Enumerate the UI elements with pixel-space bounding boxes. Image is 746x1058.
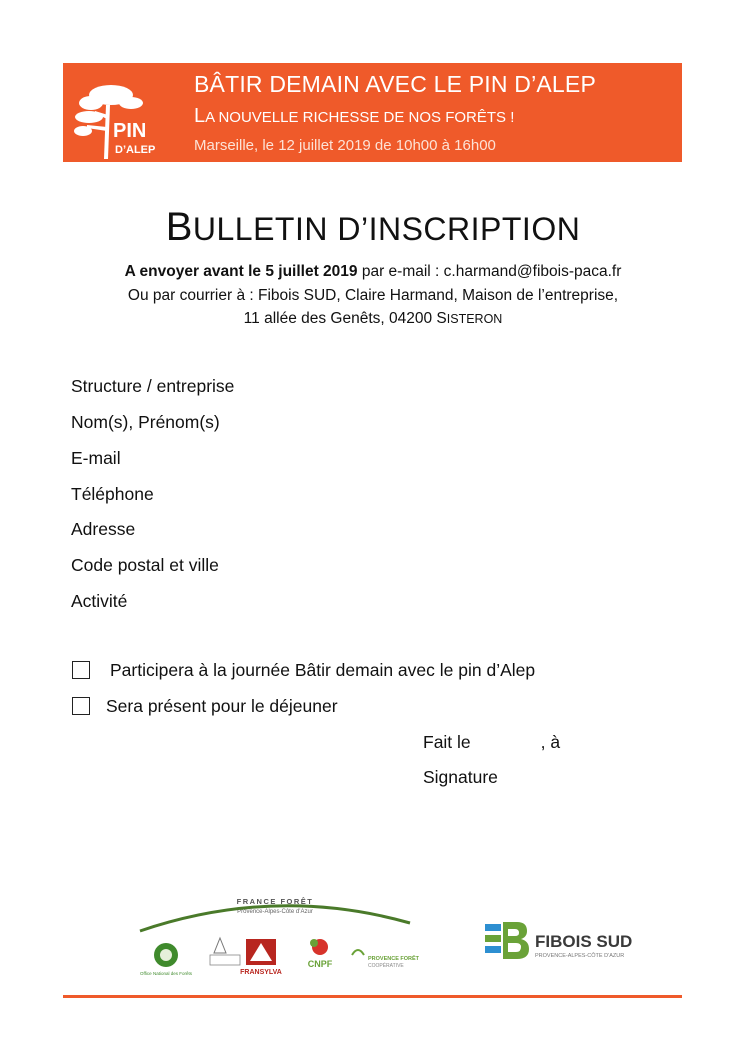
communes-logo	[214, 938, 226, 953]
logo-dalep-text: D’ALEP	[115, 144, 156, 156]
field-address: Adresse	[71, 519, 136, 539]
signature-label: Signature	[423, 767, 498, 787]
banner-subtitle	[194, 105, 514, 128]
banner-date: Marseille, le 12 juillet 2019 de 10h00 à 16h00	[194, 137, 496, 154]
done-at-comma: , à	[540, 732, 561, 752]
send-deadline: A envoyer avant le 5 juillet 2019	[124, 263, 358, 280]
checkbox-participation-label: Participera à la journée Bâtir demain avec le pin d’Alep	[110, 660, 536, 680]
form-title	[0, 205, 746, 250]
partners-logos	[138, 893, 420, 983]
mail-address	[0, 310, 746, 328]
provence-foret-logo	[352, 950, 364, 955]
fibois-region-text: PROVENCE-ALPES-CÔTE D’AZUR	[535, 953, 625, 959]
done-at-label: Fait le	[423, 732, 471, 752]
mail-address-city: ISTERON	[446, 312, 503, 326]
event-banner	[63, 63, 682, 162]
banner-subtitle-rest: A NOUVELLE RICHESSE DE NOS FORÊTS !	[205, 109, 515, 126]
cnpf-text: CNPF	[307, 959, 333, 969]
banner-subtitle-initial: L	[194, 105, 206, 127]
cooperative-text: COOPÉRATIVE	[368, 963, 404, 969]
mail-instructions: Ou par courrier à : Fibois SUD, Claire Harmand, Maison de l’entreprise,	[127, 287, 619, 304]
send-instructions	[0, 263, 746, 281]
field-postal-city: Code postal et ville	[71, 555, 219, 575]
footer-divider	[63, 995, 682, 998]
checkbox-lunch[interactable]	[72, 697, 90, 715]
field-structure: Structure / entreprise	[71, 376, 235, 396]
mail-address-start: 11 allée des Genêts, 04200 S	[243, 310, 447, 327]
onf-text: Office National des Forêts	[140, 971, 192, 976]
pin-dalep-logo	[73, 81, 156, 161]
logo-pin-text: PIN	[113, 120, 147, 142]
fibois-sud-logo	[483, 917, 633, 967]
field-phone: Téléphone	[71, 484, 154, 504]
fibois-text: FIBOIS SUD	[535, 932, 633, 951]
fransylva-text: FRANSYLVA	[240, 969, 282, 976]
form-title-rest: ULLETIN D’INSCRIPTION	[192, 211, 581, 247]
checkbox-participation[interactable]	[72, 661, 90, 679]
send-email: par e-mail : c.harmand@fibois-paca.fr	[357, 263, 622, 280]
done-at-line	[423, 732, 560, 753]
banner-title: BÂTIR DEMAIN AVEC LE PIN D’ALEP	[194, 71, 596, 97]
field-name: Nom(s), Prénom(s)	[71, 412, 220, 432]
field-email: E-mail	[71, 448, 121, 468]
field-activity: Activité	[71, 591, 128, 611]
france-foret-region-text: Provence-Alpes-Côte d’Azur	[237, 909, 313, 915]
form-title-initial: B	[165, 205, 193, 249]
france-foret-text: FRANCE FORÊT	[236, 897, 314, 906]
checkbox-lunch-label: Sera présent pour le déjeuner	[106, 696, 338, 716]
provence-foret-text: PROVENCE FORÊT	[368, 956, 420, 962]
